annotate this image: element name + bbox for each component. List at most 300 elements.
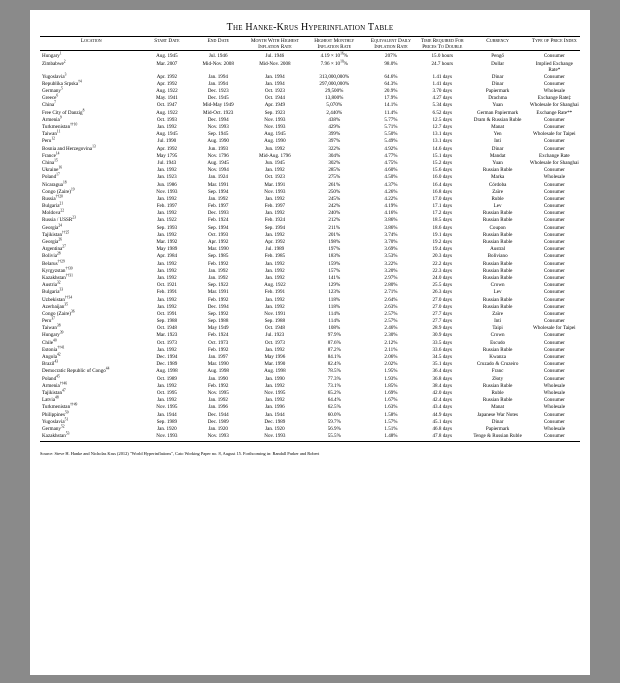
cell-value: Consumer — [543, 296, 565, 303]
cell-value: 33.6 days — [432, 346, 453, 353]
cell-value: 17.1 days — [432, 203, 453, 210]
cell-location: Peru$^{37}$ — [42, 316, 55, 325]
cell-value: 12.7 days — [432, 124, 453, 131]
cell-value: 27.7 days — [432, 318, 453, 325]
cell-value: 97.9% — [327, 332, 341, 339]
cell-location: Republika Srpska$^{\dagger 4}$ — [42, 79, 82, 87]
cell-value: 118% — [328, 296, 341, 303]
cell-value: Jan. 1994 — [208, 73, 228, 80]
cell-value: Jul. 1943 — [157, 159, 177, 166]
cell-value: 16.8 days — [432, 188, 453, 195]
cell-value: Consumer — [543, 411, 565, 418]
cell-location: China$^{15}$ — [42, 158, 58, 166]
column-header-price-index-type: Type of Price Index — [529, 37, 580, 51]
cell-value: Aug. 1922 — [156, 109, 178, 116]
cell-value: 3.86% — [384, 217, 398, 224]
cell-value: Wholesale for Shanghai — [529, 159, 579, 166]
cell-value: Oct. 1991 — [156, 310, 177, 317]
cell-value: Mid-Aug. 1796 — [259, 152, 291, 159]
cell-value: Jan. 1992 — [157, 267, 177, 274]
cell-value: 1.93% — [384, 375, 398, 382]
cell-value: 46.8 days — [432, 425, 453, 432]
cell-value: Exchange Rate — [538, 152, 570, 159]
cell-value: Mar. 1990 — [207, 361, 229, 368]
cell-location: Brazil$^{43}$ — [42, 359, 59, 368]
column-header-start-date: Start Date — [143, 37, 192, 51]
cell-value: Jul. 1923 — [265, 332, 285, 339]
cell-value: Wholesale for Shanghai — [529, 102, 579, 109]
cell-value: Feb. 1924 — [208, 217, 229, 224]
cell-value: Sep. 1989 — [156, 418, 178, 425]
cell-value: Escudo — [490, 339, 506, 346]
cell-value: Inti — [494, 318, 502, 325]
cell-value: Wholesale — [543, 382, 566, 389]
cell-value: Feb. 1992 — [208, 382, 229, 389]
cell-value: 240% — [328, 210, 341, 217]
cell-value: 2.97% — [384, 274, 398, 281]
cell-value: 15.0 hours — [431, 53, 454, 60]
cell-value: Dec. 1994 — [207, 303, 229, 310]
cell-value: 14.1% — [384, 102, 398, 109]
cell-value: 64.3% — [384, 80, 398, 87]
cell-value: 3.86% — [384, 224, 398, 231]
cell-value: Consumer — [543, 167, 565, 174]
cell-value: 44.9 days — [432, 411, 453, 418]
cell-value: Wholesale — [543, 174, 566, 181]
cell-location: Germany$^5$ — [42, 86, 63, 95]
cell-value: Consumer — [543, 231, 565, 238]
cell-value: 87.6% — [327, 339, 341, 346]
cell-value: 3.53% — [384, 253, 398, 260]
cell-value: Consumer — [543, 282, 565, 289]
table-row — [40, 210, 580, 217]
cell-value: Consumer — [543, 346, 565, 353]
cell-value: Apr. 1992 — [264, 239, 286, 246]
cell-value: Feb. 1997 — [208, 203, 229, 210]
cell-value: 4.22% — [384, 195, 398, 202]
cell-value: 245% — [328, 195, 341, 202]
cell-value: 183% — [328, 253, 341, 260]
table-row — [40, 389, 580, 396]
cell-value: Dec. 1923 — [207, 88, 229, 95]
cell-value: Coupon — [489, 224, 506, 231]
cell-value: Consumer — [543, 124, 565, 131]
cell-location: Georgia$^{26}$ — [42, 237, 62, 246]
cell-value: Oct. 1993 — [208, 231, 229, 238]
cell-value: Zaïre — [492, 188, 503, 195]
cell-value: 20.9% — [384, 88, 398, 95]
cell-location: Russia$^{\dagger\dagger 20}$ — [42, 194, 63, 202]
cell-value: Zaïre — [492, 310, 503, 317]
cell-value: 2.64% — [384, 296, 398, 303]
cell-value: Russian Ruble — [482, 382, 513, 389]
table-row — [40, 95, 580, 102]
cell-value: Feb. 1991 — [264, 289, 286, 296]
table-row — [40, 217, 580, 224]
cell-value: 2.71% — [384, 289, 398, 296]
table-row — [40, 88, 580, 95]
cell-value: 55.5% — [327, 433, 341, 440]
cell-value: Aug. 1945 — [264, 131, 286, 138]
table-row — [40, 318, 580, 325]
cell-value: 65.2% — [327, 389, 341, 396]
cell-value: Jan. 1992 — [265, 346, 285, 353]
cell-value: 20.3 days — [432, 253, 453, 260]
cell-value: Mid-Oct. 1923 — [203, 109, 234, 116]
cell-value: Consumer — [543, 274, 565, 281]
cell-value: Franc — [491, 368, 504, 375]
cell-value: Ruble — [491, 389, 504, 396]
cell-location: Poland$^{45}$ — [42, 373, 60, 382]
cell-value: Jan. 1920 — [208, 425, 228, 432]
table-row — [40, 123, 580, 130]
cell-value: 4.27 days — [432, 95, 453, 102]
cell-value: Jan. 1992 — [157, 260, 177, 267]
header-row — [40, 37, 580, 51]
cell-value: Sep. 1923 — [264, 109, 286, 116]
cell-value: 5.71% — [384, 124, 398, 131]
cell-location: Belarus$^{\dagger\dagger 29}$ — [42, 258, 65, 267]
cell-value: Russian Ruble — [482, 296, 513, 303]
cell-value: Consumer — [543, 303, 565, 310]
cell-value: 64.4% — [327, 397, 341, 404]
cell-value: 22.2 days — [432, 260, 453, 267]
column-header-end-date: End Date — [191, 37, 245, 51]
cell-value: Sep. 1988 — [156, 318, 178, 325]
cell-location: Angola$^{42}$ — [42, 352, 61, 361]
cell-value: Consumer — [543, 181, 565, 188]
cell-location: Tajikistan$^{\dagger\dagger 25}$ — [42, 230, 70, 238]
cell-value: 1.51% — [384, 425, 398, 432]
cell-value: Jan. 1922 — [157, 217, 177, 224]
cell-location: Chile$^{40}$ — [42, 337, 57, 346]
cell-value: Nov. 1993 — [264, 124, 286, 131]
cell-location: Argentina$^{27}$ — [42, 244, 66, 253]
cell-value: 22.3 days — [432, 267, 453, 274]
cell-value: Dec. 1989 — [207, 418, 229, 425]
cell-location: Kazakhstan$^{\dagger\dagger 31}$ — [42, 273, 73, 281]
cell-value: 1.95% — [384, 368, 398, 375]
cell-value: Nov. 1994 — [207, 167, 229, 174]
cell-value: 6.52 days — [432, 109, 453, 116]
cell-value: Consumer — [543, 260, 565, 267]
cell-value: Jan. 1992 — [208, 274, 228, 281]
cell-value: Nov. 1995 — [156, 404, 178, 411]
cell-value: Oct. 1989 — [156, 375, 177, 382]
cell-value: Inti — [494, 138, 502, 145]
cell-value: Aug. 1945 — [207, 159, 229, 166]
cell-value: Consumer — [543, 188, 565, 195]
table-row — [40, 303, 580, 310]
cell-value: Aug. 1945 — [156, 53, 178, 60]
cell-value: Mar. 1991 — [264, 181, 286, 188]
cell-value: Drachma — [488, 95, 507, 102]
cell-value: 78.5% — [327, 368, 341, 375]
column-header-location: Location — [40, 37, 143, 51]
cell-value: Jan. 1992 — [265, 195, 285, 202]
cell-value: Feb. 1992 — [208, 260, 229, 267]
cell-value: Feb. 1997 — [264, 203, 286, 210]
cell-value: 36.8 days — [432, 375, 453, 382]
cell-value: Wholesale for Taipei — [533, 131, 576, 138]
cell-value: 43.4 days — [432, 404, 453, 411]
cell-value: 1.41 days — [432, 73, 453, 80]
cell-value: 15.6 days — [432, 167, 453, 174]
table-row — [40, 116, 580, 123]
cell-location: Peru$^{12}$ — [42, 136, 55, 145]
cell-value: Aug. 1998 — [264, 368, 286, 375]
cell-value: Nov. 1991 — [264, 310, 286, 317]
table-row — [40, 231, 580, 238]
cell-value: Feb. 1985 — [264, 253, 286, 260]
cell-value: Consumer — [543, 310, 565, 317]
cell-value: 3.22% — [384, 260, 398, 267]
cell-value: 123% — [328, 289, 341, 296]
cell-value: 2,440% — [326, 109, 343, 116]
cell-value: 1.41 days — [432, 80, 453, 87]
cell-value: Russian Ruble — [482, 274, 513, 281]
table-row — [40, 188, 580, 195]
cell-value: Sep. 1993 — [156, 224, 178, 231]
cell-location: Taiwan$^{11}$ — [42, 129, 61, 138]
cell-value: 59.7% — [327, 418, 341, 425]
cell-value: Mar. 1990 — [207, 246, 229, 253]
cell-location: Congo (Zaire)$^{36}$ — [42, 309, 75, 317]
cell-value: 5.49% — [384, 138, 398, 145]
cell-value: 27.0 days — [432, 296, 453, 303]
table-row — [40, 375, 580, 382]
cell-value: 14.6 days — [432, 145, 453, 152]
cell-value: $7.96 \times 10^{10}\%$ — [320, 58, 348, 67]
cell-value: Dinar — [491, 418, 504, 425]
table-row — [40, 102, 580, 109]
cell-value: Jun. 1945 — [264, 159, 285, 166]
table-row — [40, 224, 580, 231]
cell-value: Feb. 1991 — [156, 289, 178, 296]
cell-location: Tajikistan$^{47}$ — [42, 388, 66, 396]
cell-value: 13.1 days — [432, 131, 453, 138]
cell-value: Consumer — [543, 267, 565, 274]
cell-value: Jan. 1944 — [157, 411, 177, 418]
table-row — [40, 282, 580, 289]
cell-value: Jan. 1992 — [265, 231, 285, 238]
cell-location: Armenia$^{\dagger\dagger 46}$ — [42, 381, 68, 389]
cell-value: 141% — [328, 274, 341, 281]
cell-location: Azerbaijan$^{35}$ — [42, 302, 68, 310]
cell-value: Consumer — [543, 433, 565, 440]
table-row — [40, 289, 580, 296]
cell-value: Jan. 1992 — [208, 267, 228, 274]
cell-value: Jan. 1992 — [157, 274, 177, 281]
cell-value: Consumer — [543, 239, 565, 246]
table-row — [40, 361, 580, 368]
table-row — [40, 203, 580, 210]
cell-value: 87.2% — [327, 346, 341, 353]
cell-location: Zimbabwe$^2$ — [42, 58, 66, 67]
cell-value: 13.1 days — [432, 138, 453, 145]
cell-value: Consumer — [543, 318, 565, 325]
table-row — [40, 60, 580, 73]
cell-value: Jan. 1990 — [208, 375, 228, 382]
cell-location: Latvia$^{48}$ — [42, 395, 59, 404]
cell-value: Jun. 1993 — [208, 145, 229, 152]
cell-value: 5.34 days — [432, 102, 453, 109]
cell-value: May 1795 — [156, 152, 178, 159]
cell-value: Sep. 1994 — [208, 188, 229, 195]
cell-value: German Papiermark — [477, 109, 519, 116]
cell-value: 45.1 days — [432, 418, 453, 425]
cell-value: Jan. 1944 — [265, 411, 285, 418]
cell-value: Sep. 1988 — [208, 318, 229, 325]
cell-value: 4.60% — [384, 167, 398, 174]
cell-value: Jan. 1996 — [208, 404, 228, 411]
cell-value: Jan. 1992 — [265, 210, 285, 217]
cell-value: 18.5 days — [432, 217, 453, 224]
cell-value: Russian Ruble — [482, 231, 513, 238]
cell-value: 82.4% — [327, 361, 341, 368]
cell-location: Georgia$^{24}$ — [42, 222, 62, 231]
cell-value: Feb. 1992 — [208, 346, 229, 353]
table-row — [40, 325, 580, 332]
table-row — [40, 260, 580, 267]
cell-value: Consumer — [543, 73, 565, 80]
cell-value: Oct. 1973 — [208, 339, 229, 346]
cell-value: Dinar — [491, 145, 504, 152]
cell-value: 16.4 days — [432, 181, 453, 188]
cell-value: 322% — [328, 145, 341, 152]
cell-location: Ukraine$^{16}$ — [42, 165, 62, 174]
cell-value: Aug. 1990 — [207, 138, 229, 145]
cell-value: Taipi — [492, 325, 503, 332]
cell-value: Austral — [490, 246, 506, 253]
cell-value: Consumer — [543, 224, 565, 231]
cell-value: Córdoba — [488, 181, 507, 188]
cell-value: Feb. 1997 — [156, 203, 178, 210]
cell-value: Sep. 1994 — [264, 224, 286, 231]
cell-value: Jul. 1946 — [208, 53, 228, 60]
cell-value: Mandat — [489, 152, 506, 159]
cell-value: Implied Exchange Rate* — [535, 60, 573, 73]
cell-value: Dinar — [491, 80, 504, 87]
cell-value: 4.77% — [384, 152, 398, 159]
cell-value: Russian Ruble — [482, 397, 513, 404]
cell-location: Armenia$^9$ — [42, 115, 62, 123]
cell-value: $4.19 \times 10^{16}\%$ — [320, 51, 348, 60]
cell-value: Oct. 1944 — [264, 95, 285, 102]
cell-value: Aug. 1990 — [264, 138, 286, 145]
cell-value: Jan. 1992 — [265, 303, 285, 310]
cell-value: 19.2 days — [432, 239, 453, 246]
cell-value: Russian Ruble — [482, 210, 513, 217]
table-row — [40, 131, 580, 138]
cell-value: Oct. 1948 — [156, 325, 177, 332]
cell-value: 1.69% — [384, 389, 398, 396]
table-row — [40, 425, 580, 432]
cell-location: Turkmenistan$^{\dagger\dagger 10}$ — [42, 122, 78, 131]
cell-location: Estonia$^{\dagger\dagger 41}$ — [42, 345, 65, 353]
cell-value: Consumer — [543, 203, 565, 210]
cell-value: 5.77% — [384, 116, 398, 123]
cell-value: 84.1% — [327, 354, 341, 361]
cell-value: May. 1941 — [156, 95, 178, 102]
cell-value: Consumer — [543, 195, 565, 202]
cell-value: Jan. 1992 — [265, 274, 285, 281]
cell-value: 24.7 hours — [431, 60, 454, 67]
cell-value: Exchange Rate‡ — [537, 95, 571, 102]
cell-value: Oct. 1973 — [264, 339, 285, 346]
cell-value: 42.4 days — [432, 397, 453, 404]
cell-value: Dec. 1944 — [207, 411, 229, 418]
cell-value: Jan. 1994 — [265, 80, 285, 87]
cell-value: Apr. 1992 — [156, 80, 178, 87]
cell-value: 17.0 days — [432, 195, 453, 202]
table-row — [40, 73, 580, 80]
cell-value: 2.11% — [384, 346, 398, 353]
table-row — [40, 238, 580, 245]
cell-value: Apr. 1992 — [156, 145, 178, 152]
cell-value: 157% — [328, 267, 341, 274]
cell-location: Austria$^{32}$ — [42, 280, 61, 289]
cell-value: 12.5 days — [432, 116, 453, 123]
cell-value: Apr. 1992 — [208, 239, 229, 246]
cell-value: 1.67% — [384, 397, 398, 404]
cell-value: Jan. 1992 — [265, 296, 285, 303]
cell-value: Sep. 1992 — [208, 310, 229, 317]
cell-location: Poland$^{17}$ — [42, 172, 60, 181]
cell-value: Jan. 1992 — [157, 382, 177, 389]
cell-value: Jan. 1992 — [208, 397, 228, 404]
cell-value: Papiermark — [485, 425, 510, 432]
cell-value: Lev — [493, 289, 502, 296]
cell-value: Jul. 1989 — [265, 246, 285, 253]
cell-value: 429% — [328, 124, 341, 131]
cell-value: 201% — [328, 231, 341, 238]
table-row — [40, 404, 580, 411]
cell-value: Manat — [491, 124, 505, 131]
cell-value: Ruble — [491, 195, 504, 202]
cell-value: Dinar — [491, 73, 504, 80]
cell-value: 3.69% — [384, 246, 398, 253]
cell-value: Sep. 1945 — [208, 131, 229, 138]
cell-value: Dec. 1994 — [156, 354, 178, 361]
cell-location: Yugoslavia$^3$ — [42, 72, 67, 80]
cell-value: Jan. 1996 — [265, 404, 285, 411]
cell-location: Democratic Republic of Congo$^{44}$ — [42, 366, 110, 375]
cell-value: Consumer — [543, 397, 565, 404]
cell-value: Consumer — [543, 375, 565, 382]
cell-value: 4.19% — [384, 203, 398, 210]
cell-value: Jun. 1986 — [156, 181, 177, 188]
cell-value: 399% — [328, 131, 341, 138]
cell-value: Jan. 1992 — [265, 260, 285, 267]
cell-value: Wholesale for Taipei — [533, 325, 576, 332]
cell-value: Nov. 1993 — [207, 433, 229, 440]
cell-value: Jan. 1994 — [265, 73, 285, 80]
cell-value: 30.9 days — [432, 332, 453, 339]
cell-value: Nov. 1993 — [156, 188, 178, 195]
cell-value: 242% — [328, 203, 341, 210]
cell-value: 302% — [328, 159, 341, 166]
cell-value: 304% — [328, 152, 341, 159]
cell-location: Germany$^{52}$ — [42, 424, 65, 432]
cell-value: 2.80% — [384, 282, 398, 289]
cell-value: Cruzado & Cruzeiro — [476, 361, 519, 368]
cell-value: Wholesale — [543, 404, 566, 411]
cell-value: 438% — [328, 116, 341, 123]
cell-value: Nov. 1995 — [207, 389, 229, 396]
cell-value: Oct. 1947 — [156, 102, 177, 109]
cell-value: Jan. 1992 — [157, 210, 177, 217]
